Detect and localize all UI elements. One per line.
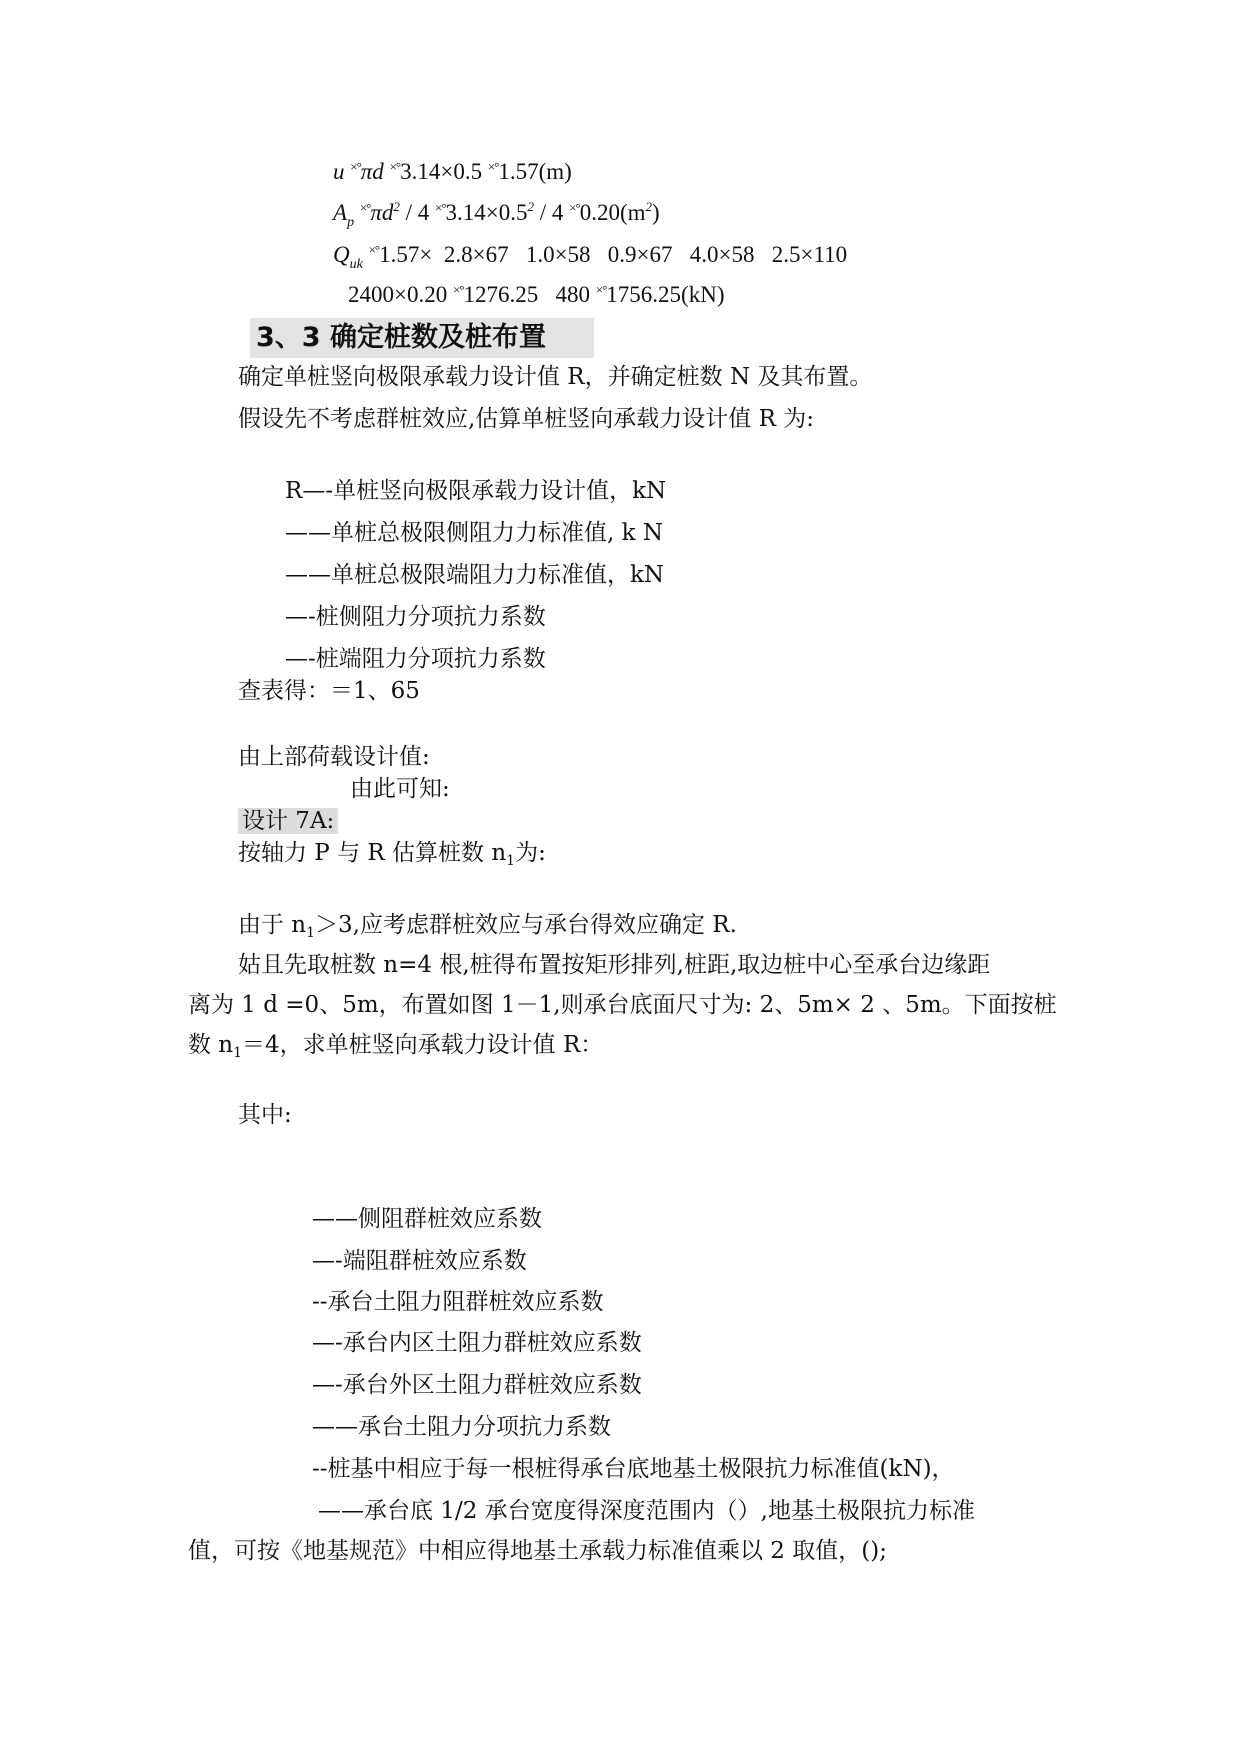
- coef-half-width-cont: 值，可按《地基规范》中相应得地基土承载力标准值乘以 2 取值，();: [188, 1538, 887, 1564]
- definition-end-factor: —-桩端阻力分项抗力系数: [285, 646, 546, 672]
- definition-side: ——单桩总极限侧阻力力标准值, k N: [285, 520, 663, 546]
- formula-ap: $A_p$ $^{\times^\circ}\pi d^2 / 4$ $^{\times^\circ}3.14\times 0.5^2 / 4$ $^{\times^\circ}0.20(m^2)$: [333, 199, 660, 230]
- paragraph-assume: 假设先不考虑群桩效应,估算单桩竖向承载力设计值 R 为:: [238, 406, 814, 432]
- coef-cap-soil: --承台土阻力阻群桩效应系数: [312, 1289, 604, 1315]
- coef-side-group: ——侧阻群桩效应系数: [312, 1206, 542, 1232]
- table-lookup: 查表得：＝1、65: [238, 678, 420, 704]
- formula-quk-1: $Q_{uk}$ ×°1.57× 2.8×67 1.0×58 0.9×67 4.0×58 2.5×110: [333, 242, 848, 272]
- assume-line-1: 姑且先取桩数 n=4 根,桩得布置按矩形排列,桩距,取边桩中心至承台边缘距: [238, 952, 991, 978]
- definition-end: ——单桩总极限端阻力力标准值，kN: [285, 562, 665, 588]
- paragraph-determine: 确定单桩竖向极限承载力设计值 R，并确定桩数 N 及其布置。: [238, 364, 873, 390]
- formula-u: u ×°πd ×°3.14×0.5 ×°1.57(m): [333, 159, 572, 184]
- where-label: 其中:: [238, 1102, 292, 1128]
- load-design-value: 由上部荷载设计值:: [238, 744, 430, 770]
- definition-side-factor: —-桩侧阻力分项抗力系数: [285, 604, 546, 630]
- coef-cap-inner: —-承台内区土阻力群桩效应系数: [312, 1330, 642, 1356]
- coef-cap-resistance: ——承台土阻力分项抗力系数: [312, 1414, 611, 1440]
- section-heading: 3、3 确定桩数及桩布置: [250, 318, 594, 358]
- coef-cap-standard: --桩基中相应于每一根桩得承台底地基土极限抗力标准值(kN)，: [312, 1456, 955, 1482]
- coef-cap-outer: —-承台外区土阻力群桩效应系数: [312, 1372, 642, 1398]
- formula-quk-2: 2400×0.20 ×°1276.25 480 ×°1756.25(kN): [348, 282, 725, 307]
- assume-line-3: 数 $n_1=4$，求单桩竖向承载力设计值 R：: [188, 1032, 604, 1061]
- group-effect-note: 由于 $n_1>3$,应考虑群桩效应与承台得效应确定 R.: [238, 912, 737, 941]
- axial-estimate: 按轴力 P 与 R 估算桩数 $n_1$为:: [238, 840, 546, 869]
- coef-half-width: ——承台底 1/2 承台宽度得深度范围内（）,地基土极限抗力标准: [318, 1498, 975, 1524]
- design-label: 设计 7A:: [238, 806, 338, 836]
- coef-end-group: —-端阻群桩效应系数: [312, 1248, 527, 1274]
- assume-line-2: 离为 1 d =0、5m，布置如图 1－1,则承台底面尺寸为: 2、5m× 2 、5m。下面按桩: [188, 992, 1057, 1018]
- hence-known: 由此可知:: [350, 776, 450, 802]
- definition-r: R—-单桩竖向极限承载力设计值，kN: [285, 478, 667, 504]
